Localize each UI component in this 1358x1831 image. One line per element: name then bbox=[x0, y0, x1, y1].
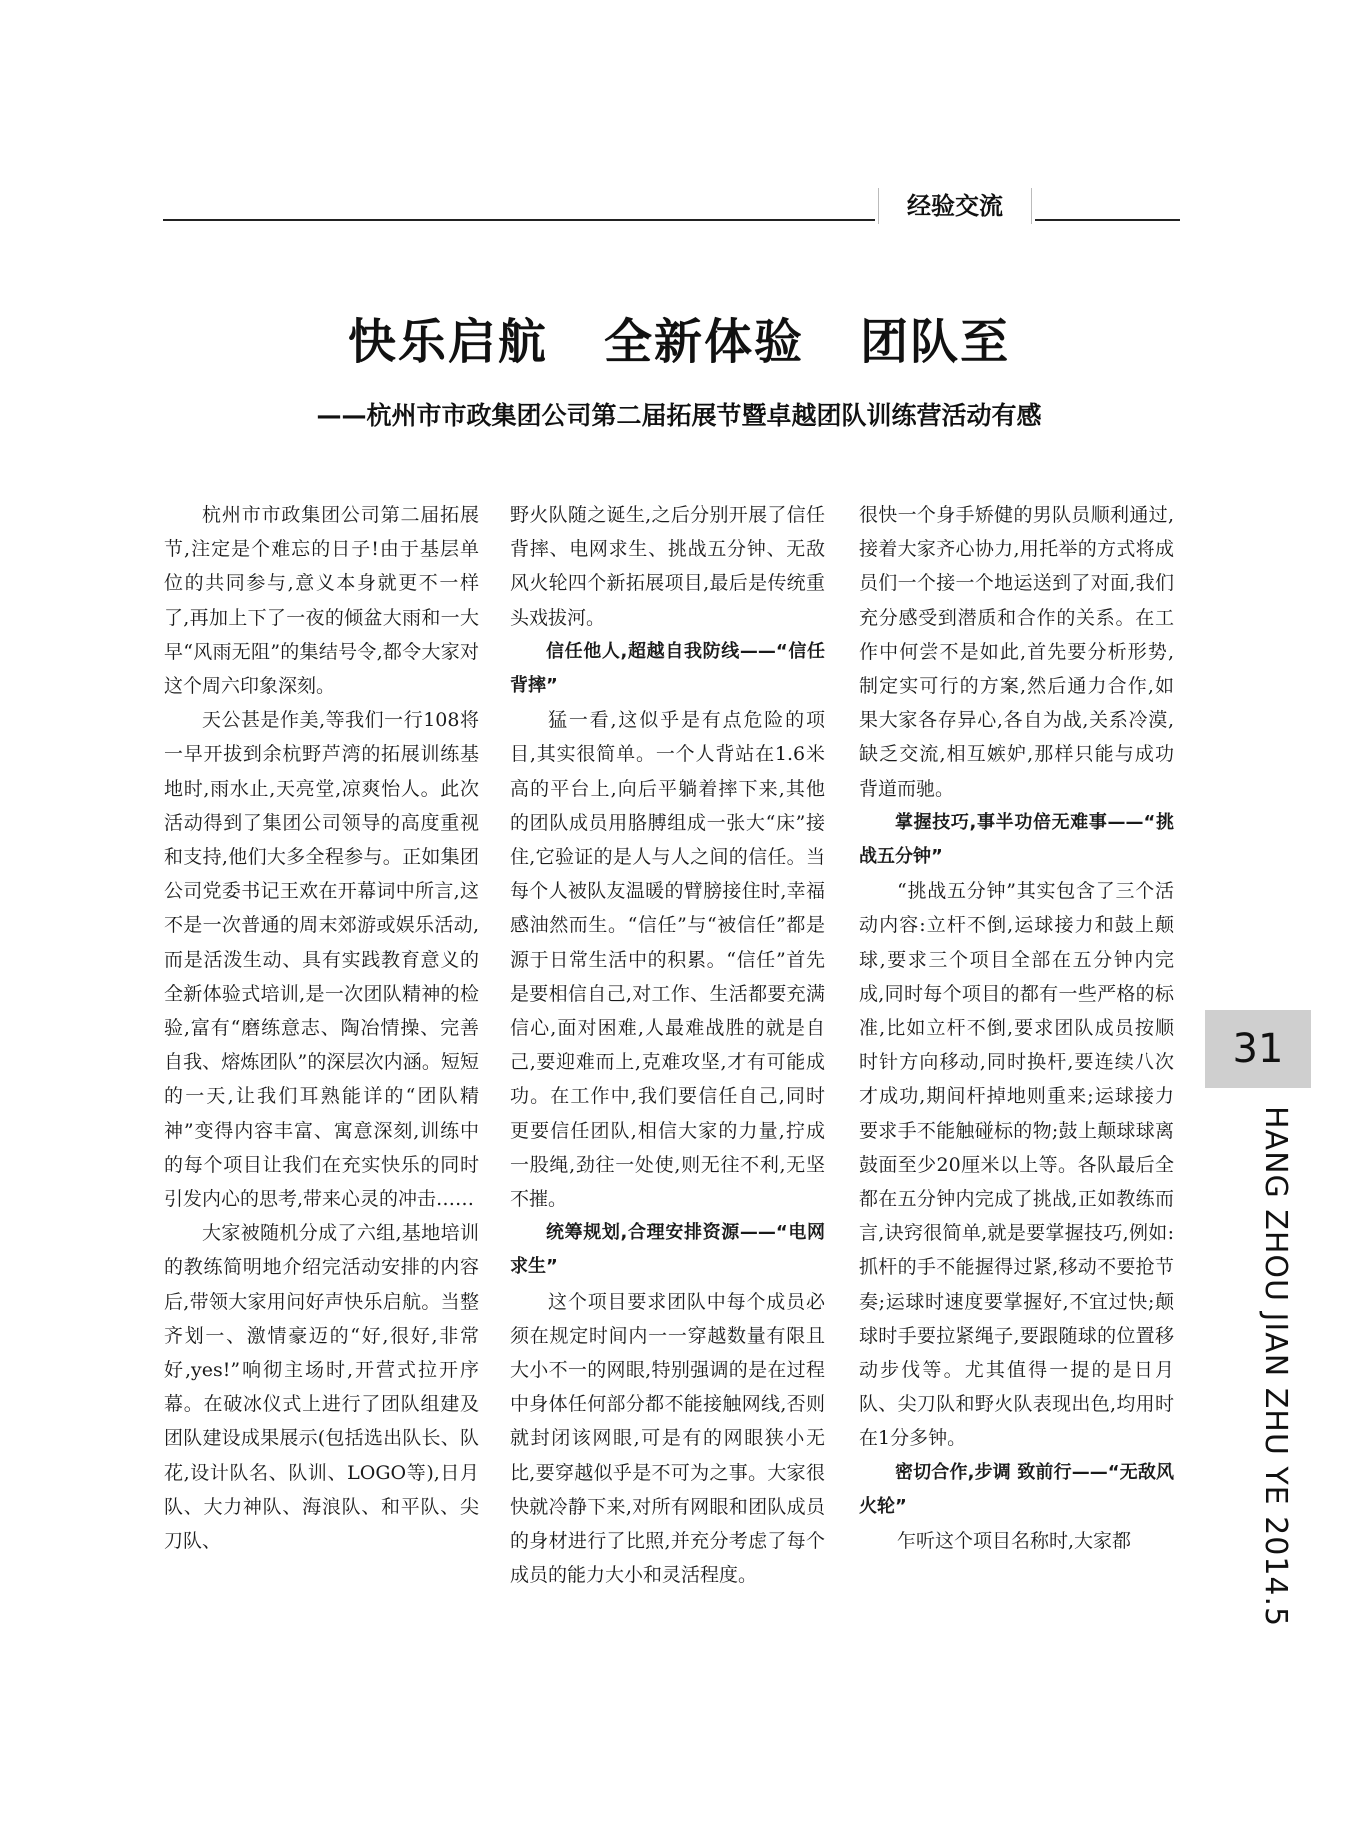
article-title: 快乐启航 全新体验 团队至 bbox=[347, 314, 1011, 370]
paragraph: 大家被随机分成了六组,基地培训的教练简明地介绍完活动安排的内容后,带领大家用问好声快乐启航。当整齐划一、激情豪迈的“好,很好,非常好,yes!”响彻主场时,开营式拉开序幕。在破冰仪式上进行了团队组建及团队建设成果展示(包括选出队长、队花,设计队名、队训、LOGO等),日月队、大力神队、海浪队、和平队、尖刀队、 bbox=[164, 1222, 479, 1553]
paragraph: 乍听这个项目名称时,大家都 bbox=[897, 1530, 1132, 1553]
text-column-3 bbox=[859, 498, 1174, 1558]
article-subtitle: ——杭州市市政集团公司第二届拓展节暨卓越团队训练营活动有感 bbox=[316, 401, 1042, 430]
paragraph: 天公甚是作美,等我们一行108将一早开拔到余杭野芦湾的拓展训练基地时,雨水止,天亮堂,凉爽怡人。此次活动得到了集团公司领导的高度重视和支持,他们大多全程参与。正如集团公司党委书记王欢在开幕词中所言,这不是一次普通的周末郊游或娱乐活动,而是活泼生动、具有实践教育意义的全新体验式培训,是一次团队精神的检验,富有“磨练意志、陶冶情操、完善自我、熔炼团队”的深层次内涵。短短的一天,让我们耳熟能详的“团队精神”变得内容丰富、寓意深刻,训练中的每个项目让我们在充实快乐的同时引发内心的思考,带来心灵的冲击…… bbox=[164, 709, 479, 1211]
paragraph: 野火队随之诞生,之后分别开展了信任背摔、电网求生、挑战五分钟、无敌风火轮四个新拓展项目,最后是传统重头戏拔河。 bbox=[510, 504, 825, 629]
section-heading: 信任他人,超越自我防线——“信任背摔” bbox=[510, 640, 825, 697]
text-column-1 bbox=[164, 498, 479, 1558]
paragraph: 猛一看,这似乎是有点危险的项目,其实很简单。一个人背站在1.6米高的平台上,向后平躺着摔下来,其他的团队成员用胳膊组成一张大“床”接住,它验证的是人与人之间的信任。当每个人被队友温暖的臂膀接住时,幸福感油然而生。“信任”与“被信任”都是源于日常生活中的积累。“信任”首先是要相信自己,对工作、生活都要充满信心,面对困难,人最难战胜的就是自己,要迎难而上,克难攻坚,才有可能成功。在工作中,我们要信任自己,同时更要信任团队,相信大家的力量,拧成一股绳,劲往一处使,则无往不利,无坚不摧。 bbox=[510, 709, 825, 1211]
section-rule-left bbox=[163, 219, 875, 221]
section-label: 经验交流 bbox=[878, 188, 1032, 224]
paragraph: 杭州市市政集团公司第二届拓展节,注定是个难忘的日子!由于基层单位的共同参与,意义本身就更不一样了,再加上下了一夜的倾盆大雨和一大早“风雨无阻”的集结号令,都令大家对这个周六印象深刻。 bbox=[164, 504, 479, 698]
section-heading: 掌握技巧,事半功倍无难事——“挑战五分钟” bbox=[859, 811, 1174, 868]
page-number: 31 bbox=[1205, 1010, 1311, 1088]
section-heading: 密切合作,步调 致前行——“无敌风火轮” bbox=[859, 1461, 1174, 1517]
section-rule-right bbox=[1035, 219, 1180, 221]
paragraph: 很快一个身手矫健的男队员顺利通过,接着大家齐心协力,用托举的方式将成员们一个接一个地运送到了对面,我们充分感受到潜质和合作的关系。在工作中何尝不是如此,首先要分析形势,制定实可行的方案,然后通力合作,如果大家各存异心,各自为战,关系冷漠,缺乏交流,相互嫉妒,那样只能与成功背道而驰。 bbox=[859, 504, 1174, 800]
magazine-issue: HANG ZHOU JIAN ZHU YE 2014.5 bbox=[1258, 1106, 1293, 1628]
text-column-2 bbox=[510, 498, 825, 1593]
section-heading: 统筹规划,合理安排资源——“电网求生” bbox=[510, 1222, 825, 1278]
paragraph: “挑战五分钟”其实包含了三个活动内容:立杆不倒,运球接力和鼓上颠球,要求三个项目全部在五分钟内完成,同时每个项目的都有一些严格的标准,比如立杆不倒,要求团队成员按顺时针方向移动,同时换杆,要连续八次才成功,期间杆掉地则重来;运球接力要求手不能触碰标的物;鼓上颠球球离鼓面至少20厘米以上等。各队最后全都在五分钟内完成了挑战,正如教练而言,诀窍很简单,就是要掌握技巧,例如:抓杆的手不能握得过紧,移动不要抢节奏;运球时速度要掌握好,不宜过快;颠球时手要拉紧绳子,要跟随球的位置移动步伐等。尤其值得一提的是日月队、尖刀队和野火队表现出色,均用时在1分多钟。 bbox=[859, 880, 1174, 1450]
paragraph: 这个项目要求团队中每个成员必须在规定时间内一一穿越数量有限且大小不一的网眼,特别强调的是在过程中身体任何部分都不能接触网线,否则就封闭该网眼,可是有的网眼狭小无比,要穿越似乎是不可为之事。大家很快就冷静下来,对所有网眼和团队成员的身材进行了比照,并充分考虑了每个成员的能力大小和灵活程度。 bbox=[510, 1290, 825, 1587]
